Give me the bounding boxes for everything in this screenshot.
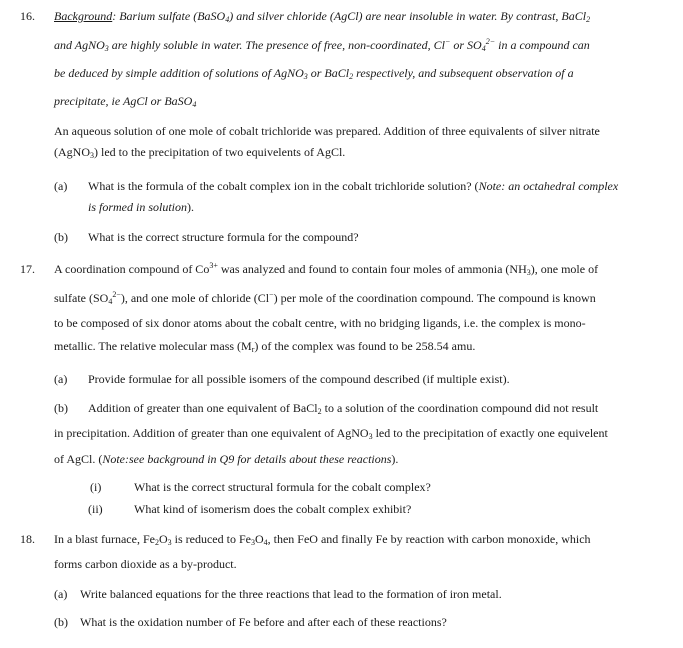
q16-part-b-text: What is the correct structure formula for the compound? (88, 230, 359, 244)
background-label: Background (54, 9, 113, 23)
question-number-16: 16. (20, 9, 35, 23)
q17-sub-ii-label: (ii) (88, 502, 103, 516)
question-number-18: 18. (20, 532, 35, 546)
q18-part-b-label: (b) (54, 615, 68, 629)
q17-sub-i-label: (i) (90, 480, 102, 494)
q16-part-a-line-1: What is the formula of the cobalt complex ion in the cobalt trichloride solution? (Note: an octahedral complex (88, 179, 619, 193)
q17-part-b-label: (b) (54, 401, 68, 415)
q17-part-b-line-2: in precipitation. Addition of greater than one equivalent of AgNO$_3$ led to the precipitation of exactly one equivelent (54, 426, 608, 441)
q16-part-a-line-2: is formed in solution). (88, 200, 195, 214)
q17-line-2: sulfate $(SO_4^{2-})$, and one mole of chloride (Cl−) per mole of the coordination compound. The compound is known (54, 290, 596, 306)
q16-paragraph-line-2: (AgNO$_3$) led to the precipitation of two equivelents of AgCl. (54, 145, 346, 160)
q17-line-1: A coordination compound of $Co^{3+}$ was analyzed and found to contain four moles of ammonia $(NH_3)$, one mole of (54, 261, 599, 277)
q16-line-2: and AgNO$_3$ are highly soluble in water. The presence of free, non-coordinated, Cl− or $SO_4^{2-}$ in a compound can (54, 37, 590, 53)
q16-part-b-label: (b) (54, 230, 68, 244)
q17-part-a-label: (a) (54, 372, 68, 386)
q16-line-1: Background: Barium sulfate (BaSO$_4$) and silver chloride (AgCl) are near insoluble in water. By contrast, BaCl$_2$ (54, 9, 591, 24)
q16-line-3: be deduced by simple addition of solutions of AgNO$_3$ or BaCl$_2$ respectively, and subsequent observation of a (54, 66, 574, 81)
q16-part-a-label: (a) (54, 179, 68, 193)
q18-part-a-text: Write balanced equations for the three reactions that lead to the formation of iron metal. (80, 587, 502, 601)
q18-part-a-label: (a) (54, 587, 68, 601)
q17-part-a-text: Provide formulae for all possible isomers of the compound described (if multiple exist). (88, 372, 510, 386)
q17-part-b-line-1: Addition of greater than one equivalent of BaCl$_2$ to a solution of the coordination compound did not result (88, 401, 599, 416)
q17-sub-ii-text: What kind of isomerism does the cobalt complex exhibit? (134, 502, 412, 516)
q17-sub-i-text: What is the correct structural formula for the cobalt complex? (134, 480, 431, 494)
q17-line-3: to be composed of six donor atoms about the cobalt centre, with no bridging ligands, i.e. the complex is mono- (54, 316, 586, 330)
q16-line-4: precipitate, ie AgCl or BaSO$_4$ (54, 94, 197, 109)
q18-part-b-text: What is the oxidation number of Fe before and after each of these reactions? (80, 615, 447, 629)
q17-line-4: metallic. The relative molecular mass $(M_r)$ of the complex was found to be 258.54 amu. (54, 339, 476, 354)
question-number-17: 17. (20, 262, 35, 276)
q18-line-2: forms carbon dioxide as a by-product. (54, 557, 237, 571)
q18-line-1: In a blast furnace, $Fe_2O_3$ is reduced to $Fe_3O_4$, then FeO and finally Fe by reaction with carbon monoxide, which (54, 532, 591, 547)
q16-paragraph-line-1: An aqueous solution of one mole of cobalt trichloride was prepared. Addition of three equivalents of silver nitrate (54, 124, 600, 138)
q17-part-b-line-3: of AgCl. (Note:see background in Q9 for details about these reactions). (54, 452, 399, 466)
